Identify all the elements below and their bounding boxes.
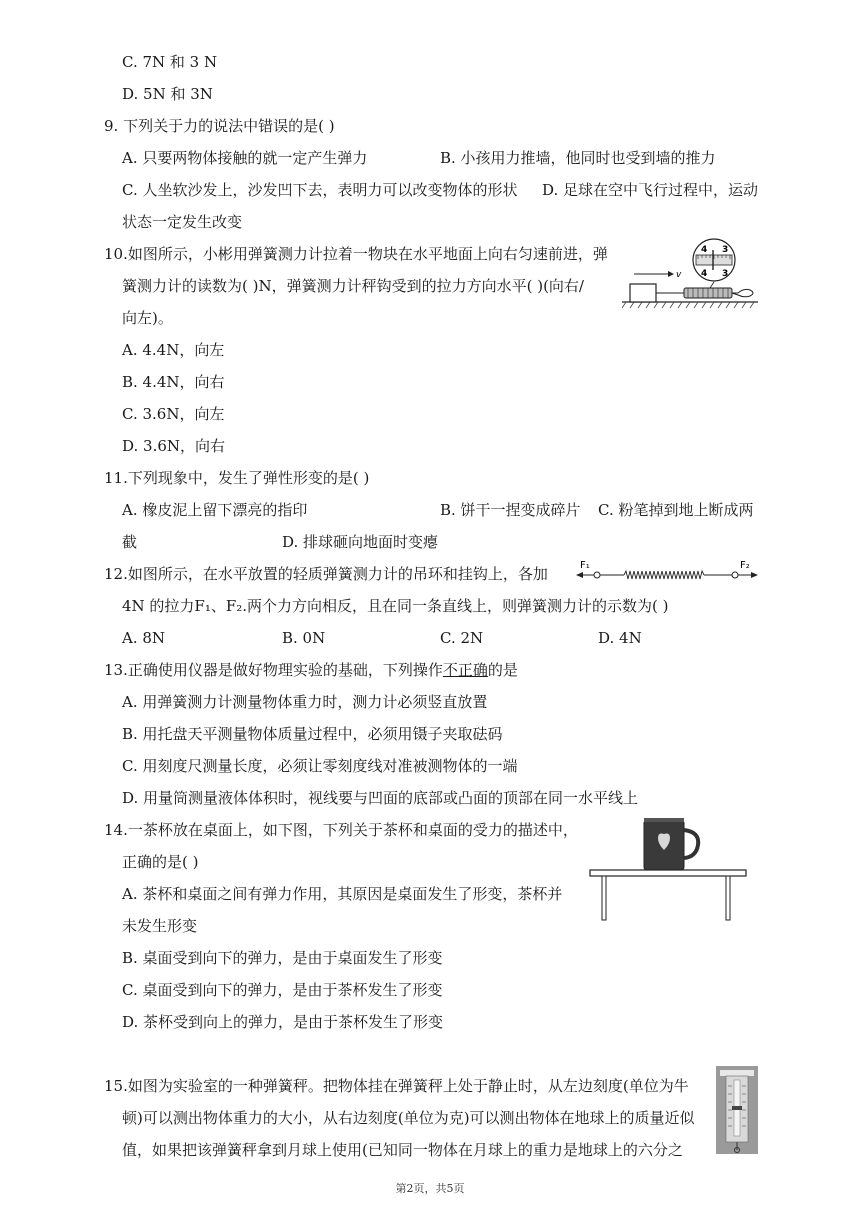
- q12-option-d: D. 4N: [598, 629, 642, 647]
- q12-stem-line1: 12.如图所示，在水平放置的轻质弹簧测力计的吊环和挂钩上，各加: [104, 565, 548, 583]
- q12-option-b: B. 0N: [282, 629, 326, 647]
- q14-option-c: C. 桌面受到向下的弹力，是由于茶杯发生了形变: [122, 981, 443, 999]
- q14-option-a-cont: 未发生形变: [122, 917, 198, 935]
- q15-figure-spring-balance: [716, 1066, 758, 1154]
- dial-label-top-right: 3: [722, 245, 729, 255]
- q10-option-c: C. 3.6N，向左: [122, 405, 225, 423]
- q9-option-d: D. 足球在空中飞行过程中，运动: [542, 181, 759, 199]
- spring-coil: [624, 571, 704, 579]
- q10-stem-line2: 簧测力计的读数为( )N，弹簧测力计秤钩受到的拉力方向水平( )(向右/: [122, 277, 584, 295]
- q13-option-c: C. 用刻度尺测量长度，必须让零刻度线对准被测物体的一端: [122, 757, 518, 775]
- q12-figure-spring: [574, 556, 760, 586]
- velocity-label: v: [676, 270, 682, 280]
- q14-option-b: B. 桌面受到向下的弹力，是由于桌面发生了形变: [122, 949, 443, 967]
- q12-option-c: C. 2N: [440, 629, 484, 647]
- q15-stem-line3: 值，如果把该弹簧秤拿到月球上使用(已知同一物体在月球上的重力是地球上的六分之: [122, 1141, 683, 1159]
- q14-stem-line1: 14.一茶杯放在桌面上，如下图，下列关于茶杯和桌面的受力的描述中，: [104, 821, 578, 839]
- q11-option-d: D. 排球砸向地面时变瘪: [282, 533, 439, 551]
- q14-stem-line2: 正确的是( ): [122, 853, 199, 871]
- force-label-f1: F₁: [580, 560, 590, 571]
- dial-label-bottom-left: 4: [701, 269, 708, 279]
- q15-stem-line1: 15.如图为实验室的一种弹簧秤。把物体挂在弹簧秤上处于静止时，从左边刻度(单位为牛: [104, 1077, 689, 1095]
- q14-option-d: D. 茶杯受到向上的弹力，是由于茶杯发生了形变: [122, 1013, 444, 1031]
- q13-underlined: 不正确: [442, 661, 488, 679]
- q10-option-a: A. 4.4N，向左: [122, 341, 225, 359]
- q9-option-a: A. 只要两物体接触的就一定产生弹力: [122, 149, 368, 167]
- table-top: [590, 870, 746, 876]
- dial-label-bottom-right: 3: [722, 269, 729, 279]
- q12-stem-line2: 4N 的拉力F₁、F₂.两个力方向相反，且在同一条直线上，则弹簧测力计的示数为( ): [122, 597, 669, 615]
- q14-option-a: A. 茶杯和桌面之间有弹力作用，其原因是桌面发生了形变，茶杯并: [122, 885, 563, 903]
- q10-stem-line1: 10.如图所示，小彬用弹簧测力计拉着一物块在水平地面上向右匀速前进，弹: [104, 245, 608, 263]
- q13-option-d: D. 用量筒测量液体体积时，视线要与凹面的底部或凸面的顶部在同一水平线上: [122, 789, 639, 807]
- q15-stem-line2: 顿)可以测出物体重力的大小，从右边刻度(单位为克)可以测出物体在地球上的质量近似: [122, 1109, 695, 1127]
- q9-option-d-cont: 状态一定发生改变: [122, 213, 243, 231]
- q9-option-c: C. 人坐软沙发上，沙发凹下去，表明力可以改变物体的形状: [122, 181, 518, 199]
- q10-stem-line3: 向左)。: [122, 309, 173, 327]
- q12-option-a: A. 8N: [122, 629, 166, 647]
- q9-option-b: B. 小孩用力推墙，他同时也受到墙的推力: [440, 149, 716, 167]
- force-label-f2: F₂: [740, 560, 750, 571]
- q11-option-a: A. 橡皮泥上留下漂亮的指印: [122, 501, 308, 519]
- q11-option-b: B. 饼干一捏变成碎片: [440, 501, 581, 519]
- q13-option-a: A. 用弹簧测力计测量物体重力时，测力计必须竖直放置: [122, 693, 488, 711]
- table-leg-left: [602, 876, 606, 920]
- q11-stem: 11.下列现象中，发生了弹性形变的是( ): [104, 469, 370, 487]
- q14-figure-cup-on-table: [588, 812, 750, 922]
- q11-option-c-cont: 截: [122, 533, 138, 551]
- dial-label-top-left: 4: [701, 245, 708, 255]
- block: [630, 284, 656, 302]
- q10-figure-spring-scale: [618, 238, 760, 310]
- q13-stem: 13.正确使用仪器是做好物理实验的基础，下列操作不正确的是: [104, 661, 518, 679]
- q10-option-d: D. 3.6N，向右: [122, 437, 226, 455]
- q11-option-c: C. 粉笔掉到地上断成两: [598, 501, 754, 519]
- table-leg-right: [726, 876, 730, 920]
- q8-option-d: D. 5N 和 3N: [122, 85, 213, 103]
- q8-option-c: C. 7N 和 3 N: [122, 53, 218, 71]
- q13-option-b: B. 用托盘天平测量物体质量过程中，必须用镊子夹取砝码: [122, 725, 503, 743]
- page-footer: 第2页，共5页: [395, 1182, 465, 1195]
- q9-stem: 9. 下列关于力的说法中错误的是( ): [104, 117, 335, 135]
- q10-option-b: B. 4.4N，向右: [122, 373, 225, 391]
